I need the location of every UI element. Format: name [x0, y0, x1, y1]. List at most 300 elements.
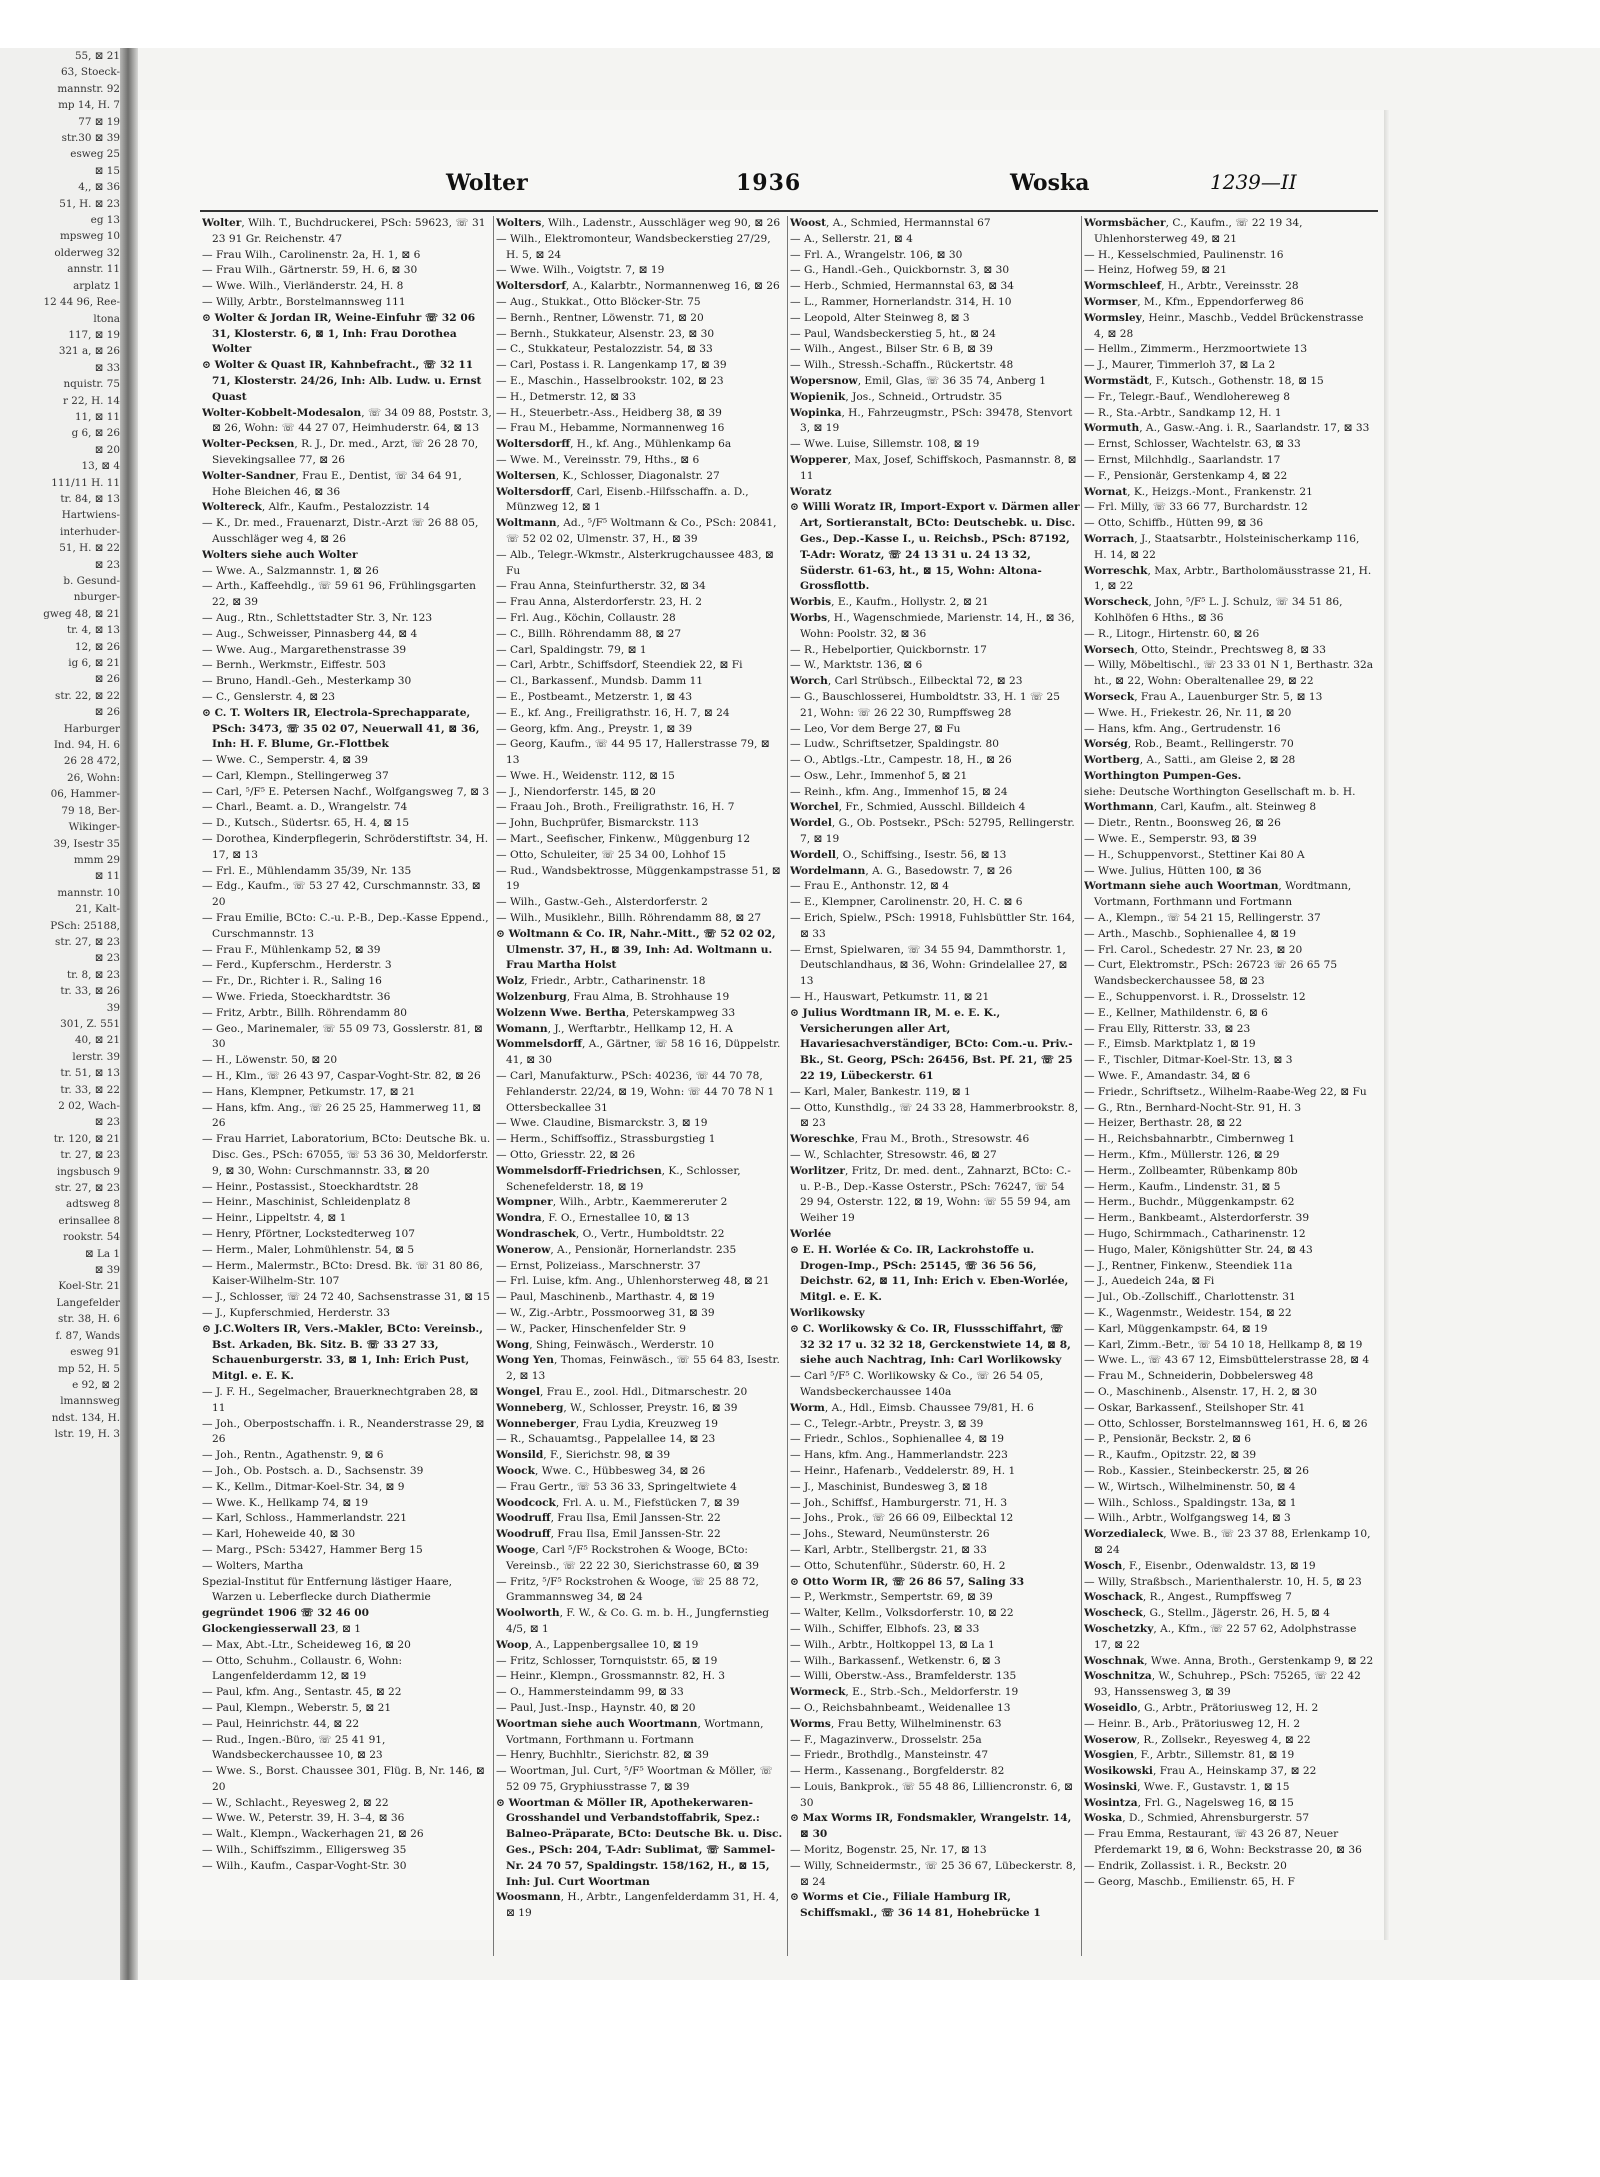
directory-entry: — Joh., Ob. Postsch. a. D., Sachsenstr. 39 [202, 1464, 424, 1477]
directory-entry: — Wilh., Musiklehr., Billh. Röhrendamm 88, ⊠ 27 [496, 912, 762, 925]
directory-entry: — Frau M., Schneiderin, Dobbelersweg 48 [1084, 1370, 1314, 1383]
directory-entry: Wosikowski, Frau A., Heinskamp 37, ⊠ 22 [1084, 1765, 1317, 1778]
left-page-line: 51, H. ⊠ 22 [59, 542, 120, 555]
directory-entry: — Henry, Pförtner, Lockstedterweg 107 [202, 1228, 415, 1240]
directory-entry: Wormstädt, F., Kutsch., Gothenstr. 18, ⊠ 15 [1084, 374, 1324, 387]
directory-entry: — Ferd., Kupferschm., Herderstr. 3 [202, 959, 392, 972]
directory-entry: — Fr., Dr., Richter i. R., Saling 16 [202, 975, 382, 988]
directory-entry: — C., Telegr.-Arbtr., Preystr. 3, ⊠ 39 [790, 1417, 984, 1430]
left-page-line: 117, ⊠ 19 [68, 328, 120, 341]
directory-entry: — Herm., Malermstr., BCto: Dresd. Bk. ☏ 31 80 86, Kaiser-Wilhelm-Str. 107 [202, 1259, 483, 1288]
directory-entry: Woltmann, Ad., ⁵/F⁵ Woltmann & Co., PSch: 20841, ☏ 52 02 02, Ulmenstr. 37, H., ⊠ 39 [496, 517, 777, 545]
directory-entry: — Frl. Milly, ☏ 33 66 77, Burchardstr. 12 [1084, 501, 1308, 514]
directory-entry: — Dietr., Rentn., Boonsweg 26, ⊠ 26 [1084, 817, 1281, 830]
directory-entry: Wosinski, Wwe. F., Gustavstr. 1, ⊠ 15 [1084, 1780, 1290, 1793]
directory-entry: — L., Rammer, Hornerlandstr. 314, H. 10 [790, 295, 1012, 308]
directory-entry: Woodruff, Frau Ilsa, Emil Janssen-Str. 22 [496, 1512, 721, 1525]
directory-entry: Wooge, Carl ⁵/F⁵ Rockstrohen & Wooge, BCto: Vereinsb., ☏ 22 22 30, Sierichstrasse 60, ⊠ 39 [496, 1543, 759, 1572]
directory-entry: — Aug., Schweisser, Pinnasberg 44, ⊠ 4 [202, 627, 418, 640]
page-number: 1239—II [1210, 170, 1297, 194]
directory-entry: Worthington Pumpen-Ges. [1084, 769, 1242, 782]
left-page-line: str. 27, ⊠ 23 [55, 935, 120, 948]
left-page-line: Langefelder [56, 1296, 120, 1309]
directory-entry: Woschetzky, A., Kfm., ☏ 22 57 62, Adolphstrasse 17, ⊠ 22 [1084, 1622, 1357, 1651]
directory-entry: Woltereck, Alfr., Kaufm., Pestalozzistr. 14 [202, 501, 430, 514]
directory-entry: — Fr., Telegr.-Bauf., Wendlohereweg 8 [1084, 390, 1290, 403]
directory-entry: — Otto, Schiffb., Hütten 99, ⊠ 36 [1084, 517, 1264, 530]
left-page-line: PSch: 25188, [50, 919, 120, 932]
directory-entry: Wolters siehe auch Wolter [202, 548, 358, 561]
left-page-line: ig 6, ⊠ 21 [68, 657, 120, 670]
directory-entry: ⊙ Woortman & Möller IR, Apothekerwaren-Grosshandel und Verbandstoffabrik, Spez.: Balneo-Präparate, BCto: Deutsche Bk. u. Disc. Ges., PSch: 204, T-Adr: Sublimat, ☏ Sammel-Nr. 24 70 57, Spaldingstr. 158/162, H., ⊠ 15, Inh: Jul. Curt Woortman [496, 1796, 783, 1888]
left-page-line: ⊠ 26 [94, 706, 120, 719]
directory-entry: — Frau Anna, Alsterdorferstr. 23, H. 2 [496, 596, 703, 609]
directory-entry: — O., Hammersteindamm 99, ⊠ 33 [496, 1686, 684, 1699]
left-page-line: tr. 84, ⊠ 13 [60, 492, 120, 505]
left-page-line: ⊠ 23 [94, 558, 120, 571]
directory-entry: — Friedr., Brothdlg., Mansteinstr. 47 [790, 1749, 989, 1762]
directory-entry: ⊙ Julius Wordtmann IR, M. e. E. K., Versicherungen aller Art, Havariesachverständiger, BCto: Com.-u. Priv.-Bk., St. Georg, PSch: 26456, Bst. Pf. 21, ☏ 25 22 19, Lübeckerstr. 61 [790, 1006, 1073, 1083]
directory-entry: — Carl, Spaldingstr. 79, ⊠ 1 [496, 643, 647, 656]
left-page-line: str. 22, ⊠ 22 [55, 689, 120, 702]
directory-entry: — Wwe. E., Semperstr. 93, ⊠ 39 [1084, 833, 1257, 846]
left-page-line: b. Gesund- [63, 575, 120, 587]
directory-entry: Wong, Shing, Feinwäsch., Werderstr. 10 [496, 1338, 714, 1351]
left-page-line: 13, ⊠ 4 [81, 460, 120, 473]
directory-entry: — Wilh., Elektromonteur, Wandsbeckerstieg 27/29, H. 5, ⊠ 24 [496, 232, 771, 261]
left-page-line: 39 [106, 1001, 120, 1014]
left-page-line: f. 87, Wands [55, 1329, 120, 1342]
left-page-line: 4,, ⊠ 36 [78, 181, 120, 194]
directory-entry: — Wwe. Wilh., Voigtstr. 7, ⊠ 19 [496, 264, 665, 277]
directory-entry: — Heinr., Hafenarb., Veddelerstr. 89, H. 1 [790, 1464, 1016, 1477]
directory-entry: — Karl, Maler, Bankestr. 119, ⊠ 1 [790, 1085, 971, 1098]
directory-entry: ⊙ Willi Woratz IR, Import-Export v. Därmen aller Art, Sortieranstalt, BCto: Deutschebk. u. Disc. Ges., Dep.-Kasse I., u. Reichsb., PSch: 87192, T-Adr: Woratz, ☏ 24 13 31 u. 24 13 32, Süderstr. 61-63, ht., ⊠ 15, Wohn: Altona-Grossflottb. [790, 501, 1080, 593]
directory-entry: — Herm., Maler, Lohmühlenstr. 54, ⊠ 5 [202, 1243, 415, 1256]
directory-entry: — Heinr., Klempn., Grossmannstr. 82, H. 3 [496, 1670, 726, 1683]
directory-entry: Wonneberg, W., Schlosser, Preystr. 16, ⊠ 39 [496, 1401, 738, 1414]
directory-entry: — Wwe. Claudine, Bismarckstr. 3, ⊠ 19 [496, 1117, 708, 1130]
directory-entry: Worlée [790, 1228, 832, 1240]
directory-entry: Wommelsdorff-Friedrichsen, K., Schlosser, Schenefelderstr. 18, ⊠ 19 [496, 1164, 741, 1193]
directory-entry: Wongel, Frau E., zool. Hdl., Ditmarschestr. 20 [496, 1385, 748, 1398]
left-page-line: eg 13 [90, 214, 120, 227]
directory-entry: — H., Steuerbetr.-Ass., Heidberg 38, ⊠ 39 [496, 406, 722, 419]
directory-entry: Spezial-Institut für Entfernung lästiger Haare, Warzen u. Leberflecke durch Diathermie [202, 1575, 453, 1604]
left-page-line: mannstr. 92 [57, 82, 120, 95]
directory-entry: Wosch, F., Eisenbr., Odenwaldstr. 13, ⊠ 19 [1084, 1559, 1316, 1572]
directory-entry: — Heinr. B., Arb., Prätoriusweg 12, H. 2 [1084, 1717, 1301, 1730]
directory-entry: — G., Handl.-Geh., Quickbornstr. 3, ⊠ 30 [790, 264, 1010, 277]
directory-entry: — K., Wagenmstr., Weidestr. 154, ⊠ 22 [1084, 1306, 1292, 1319]
directory-entry: Woltersen, K., Schlosser, Diagonalstr. 27 [496, 469, 720, 482]
directory-entry: — Wilh., Arbtr., Holtkoppel 13, ⊠ La 1 [790, 1638, 995, 1651]
directory-entry: — Bernh., Stukkateur, Alsenstr. 23, ⊠ 30 [496, 327, 715, 340]
directory-entry: Wordell, O., Schiffsing., Isestr. 56, ⊠ 13 [790, 848, 1007, 861]
directory-entry: — R., Litogr., Hirtenstr. 60, ⊠ 26 [1084, 627, 1260, 640]
directory-entry: Worm, A., Hdl., Eimsb. Chaussee 79/81, H. 6 [790, 1401, 1034, 1414]
directory-entry: — Otto, Kunsthdlg., ☏ 24 33 28, Hammerbrookstr. 8, ⊠ 23 [790, 1101, 1079, 1130]
directory-entry: — Frau Gertr., ☏ 53 36 33, Springeltwiete 4 [496, 1480, 737, 1493]
directory-entry: — E., Postbeamt., Metzerstr. 1, ⊠ 43 [496, 690, 693, 703]
directory-entry: — C., Billh. Röhrendamm 88, ⊠ 27 [496, 627, 682, 640]
left-page-line: 39, Isestr 35 [53, 837, 120, 850]
directory-entry: ⊙ C. Worlikowsky & Co. IR, Flussschiffahrt, ☏ 32 32 17 u. 32 32 18, Gerckenstwiete 14, ⊠ 8, siehe auch Nachtrag, Inh: Carl Worlikowsky [790, 1322, 1071, 1367]
directory-entry: Wolzenburg, Frau Alma, B. Strohhause 19 [496, 991, 730, 1004]
directory-entry: Worlitzer, Fritz, Dr. med. dent., Zahnarzt, BCto: C.-u. P.-B., Dep.-Kasse Osterstr., PSch: 76247, ☏ 54 29 94, Osterstr. 122, ⊠ 19, Wohn: ☏ 55 59 94, am Weiher 19 [790, 1164, 1071, 1225]
directory-entry: — Paul, kfm. Ang., Sentastr. 45, ⊠ 22 [202, 1686, 402, 1699]
directory-entry: Worség, Rob., Beamt., Rellingerstr. 70 [1084, 738, 1294, 751]
directory-entry: — Heinr., Postassist., Stoeckhardtstr. 28 [202, 1180, 419, 1193]
directory-entry: ⊙ E. H. Worlée & Co. IR, Lackrohstoffe u. Drogen-Imp., PSch: 25145, ☏ 36 56 56, Deichstr. 62, ⊠ 11, Inh: Erich v. Eben-Worlée, Mitgl. e. E. K. [790, 1243, 1069, 1304]
left-page-line: 26 28 472, [63, 755, 120, 768]
directory-entry: — E., Kellner, Mathildenstr. 6, ⊠ 6 [1084, 1006, 1268, 1019]
directory-entry: — J., Kupferschmied, Herderstr. 33 [202, 1306, 390, 1319]
directory-entry: — J., Rentner, Finkenw., Steendiek 11a [1084, 1259, 1293, 1272]
directory-entry: — Paul, Heinrichstr. 44, ⊠ 22 [202, 1717, 360, 1730]
directory-entry: — C., Stukkateur, Pestalozzistr. 54, ⊠ 33 [496, 343, 713, 356]
directory-entry: — Frau Anna, Steinfurtherstr. 32, ⊠ 34 [496, 580, 706, 593]
left-page-line: tr. 27, ⊠ 23 [60, 1149, 120, 1162]
directory-entry: ⊙ Woltmann & Co. IR, Nahr.-Mitt., ☏ 52 02 02, Ulmenstr. 37, H., ⊠ 39, Inh: Ad. Woltmann u. Frau Martha Holst [496, 927, 776, 972]
directory-entry: — Bruno, Handl.-Geh., Mesterkamp 30 [202, 675, 412, 688]
left-page-line: 79 18, Ber- [61, 804, 120, 817]
left-page-line: rookstr. 54 [63, 1231, 120, 1244]
directory-entry: Wormschleef, H., Arbtr., Vereinsstr. 28 [1084, 280, 1299, 293]
directory-entry: — P., Pensionär, Beckstr. 2, ⊠ 6 [1084, 1433, 1251, 1446]
directory-entry: — Paul, Klempn., Weberstr. 5, ⊠ 21 [202, 1701, 392, 1714]
left-page-line: arplatz 1 [73, 279, 120, 292]
left-page-line: ⊠ 20 [94, 443, 120, 456]
directory-entry: Wolter-Sandner, Frau E., Dentist, ☏ 34 64 91, Hohe Bleichen 46, ⊠ 36 [202, 469, 462, 498]
left-page-line: ⊠ 39 [94, 1264, 120, 1277]
left-page-line: tr. 4, ⊠ 13 [66, 624, 120, 637]
directory-entry: Worlikowsky [790, 1306, 865, 1319]
directory-entry: Worsech, Otto, Steindr., Prechtsweg 8, ⊠ 33 [1084, 643, 1326, 656]
left-page-line: ndst. 134, H. [51, 1411, 120, 1424]
directory-entry: — Wwe. S., Borst. Chaussee 301, Flüg. B, Nr. 146, ⊠ 20 [202, 1765, 485, 1793]
left-page-line: mmm 29 [73, 853, 120, 866]
directory-entry: — Oskar, Barkassenf., Steilshoper Str. 41 [1084, 1401, 1306, 1414]
directory-entry: — Wilh., Schloss., Spaldingstr. 13a, ⊠ 1 [1084, 1496, 1297, 1509]
directory-entry: ⊙ Max Worms IR, Fondsmakler, Wrangelstr. 14, ⊠ 30 [790, 1812, 1072, 1841]
directory-entry: — Frau Wilh., Gärtnerstr. 59, H. 6, ⊠ 30 [202, 264, 418, 277]
directory-entry: ⊙ J.C.Wolters IR, Vers.-Makler, BCto: Vereinsb., Bst. Arkaden, Bk. Sitz. B. ☏ 33 27 33, Schauenburgerstr. 33, ⊠ 1, Inh: Erich Pust, Mitgl. e. E. K. [202, 1322, 483, 1383]
header-rule [200, 210, 1378, 212]
directory-entry: — Walter, Kellm., Volksdorferstr. 10, ⊠ 22 [790, 1607, 1014, 1620]
directory-entry: — Hans, kfm. Ang., Gertrudenstr. 16 [1084, 722, 1281, 735]
directory-entry: — Hugo, Schirmmach., Catharinenstr. 12 [1084, 1228, 1306, 1240]
directory-entry: — Frau Harriet, Laboratorium, BCto: Deutsche Bk. u. Disc. Ges., PSch: 67055, ☏ 53 36 30, Meldorferstr. 9, ⊠ 30, Wohn: Curschmannstr. 33, ⊠ 20 [202, 1133, 491, 1177]
directory-entry: — Frl. Aug., Köchin, Collaustr. 28 [496, 611, 676, 624]
directory-entry: — Herm., Kassenang., Borgfelderstr. 82 [790, 1765, 1005, 1778]
directory-entry: — Ludw., Schriftsetzer, Spaldingstr. 80 [790, 738, 999, 751]
directory-entry: — Johs., Steward, Neumünsterstr. 26 [790, 1528, 990, 1541]
left-page-line: Koel-Str. 21 [58, 1280, 120, 1293]
book-gutter [120, 48, 138, 1980]
directory-entry: Woodcock, Frl. A. u. M., Fiefstücken 7, ⊠ 39 [496, 1496, 740, 1509]
directory-entry: Wolter-Kobbelt-Modesalon, ☏ 34 09 88, Poststr. 3, ⊠ 26, Wohn: ☏ 44 27 07, Heimhuderstr. 64, ⊠ 13 [202, 406, 492, 435]
directory-entry: ⊙ C. T. Wolters IR, Electrola-Sprechapparate, PSch: 3473, ☏ 35 02 07, Neuerwall 41, ⊠ 36, Inh: H. F. Blume, Gr.-Flottbek [202, 706, 480, 751]
left-page-line: Ind. 94, H. 6 [53, 739, 120, 752]
left-page-line: ⊠ La 1 [84, 1247, 120, 1260]
left-page-line: tr. 51, ⊠ 13 [60, 1067, 120, 1080]
directory-entry: — Wwe. Aug., Margarethenstrasse 39 [202, 643, 407, 656]
directory-entry: — John, Buchprüfer, Bismarckstr. 113 [496, 817, 699, 830]
directory-entry: — Heinz, Hofweg 59, ⊠ 21 [1084, 264, 1227, 277]
left-page-line: annstr. 11 [67, 263, 120, 276]
directory-entry: — Paul, Maschinenb., Marthastr. 4, ⊠ 19 [496, 1291, 715, 1304]
directory-entry: — H., Detmerstr. 12, ⊠ 33 [496, 390, 636, 403]
directory-entry: — Wilh., Barkassenf., Wetkenstr. 6, ⊠ 3 [790, 1654, 1001, 1667]
directory-entry: — Frau Elly, Ritterstr. 33, ⊠ 23 [1084, 1022, 1251, 1035]
left-page-line: ⊠ 11 [94, 870, 120, 883]
left-page-line: 40, ⊠ 21 [74, 1034, 120, 1047]
directory-entry: Wornat, K., Heizgs.-Mont., Frankenstr. 21 [1084, 485, 1313, 498]
directory-entry: Worscheck, John, ⁵/F⁵ L. J. Schulz, ☏ 34 51 86, Kohlhöfen 6 Hths., ⊠ 36 [1084, 596, 1343, 624]
directory-entry: — Alb., Telegr.-Wkmstr., Alsterkrugchaussee 483, ⊠ Fu [496, 548, 774, 577]
directory-entry: — R., Hebelportier, Quickbornstr. 17 [790, 643, 987, 656]
directory-entry: — Moritz, Bogenstr. 25, Nr. 17, ⊠ 13 [790, 1844, 987, 1857]
directory-entry: Wosgien, F., Arbtr., Sillemstr. 81, ⊠ 19 [1084, 1749, 1295, 1762]
directory-entry: — Wilh., Arbtr., Wolfgangsweg 14, ⊠ 3 [1084, 1512, 1291, 1525]
directory-entry: Glockengiesserwall 23, ⊠ 1 [202, 1622, 361, 1635]
directory-entry: — Karl, Arbtr., Stellbergstr. 21, ⊠ 33 [790, 1543, 987, 1556]
directory-entry: ⊙ Otto Worm IR, ☏ 26 86 57, Saling 33 [790, 1575, 1025, 1588]
directory-entry: — H., Hauswart, Petkumstr. 11, ⊠ 21 [790, 991, 990, 1004]
directory-entry: — Fritz, ⁵/F⁵ Rockstrohen & Wooge, ☏ 25 88 72, Grammannsweg 34, ⊠ 24 [496, 1575, 759, 1604]
left-page-line: mp 14, H. 7 [58, 99, 120, 112]
directory-entry: — Georg, Kaufm., ☏ 44 95 17, Hallerstrasse 79, ⊠ 13 [496, 738, 770, 767]
left-page-line: e 92, ⊠ 2 [72, 1378, 120, 1391]
directory-entry: Worrach, J., Staatsarbtr., Holsteinischerkamp 116, H. 14, ⊠ 22 [1084, 532, 1360, 561]
left-page-line: ltona [93, 312, 120, 325]
directory-entry: — Arth., Maschb., Sophienallee 4, ⊠ 19 [1084, 927, 1297, 940]
left-page-line: lstr. 19, H. 3 [54, 1428, 120, 1441]
directory-entry: — Edg., Kaufm., ☏ 53 27 42, Curschmannstr. 33, ⊠ 20 [202, 880, 481, 909]
directory-entry: — Herm., Schiffsoffiz., Strassburgstieg 1 [496, 1133, 716, 1146]
directory-entry: Wosintza, Frl. G., Nagelsweg 16, ⊠ 15 [1084, 1796, 1294, 1809]
directory-entry: — Wwe. A., Salzmannstr. 1, ⊠ 26 [202, 564, 379, 577]
directory-entry: — Karl, Hoheweide 40, ⊠ 30 [202, 1528, 356, 1541]
directory-entry: — Wilh., Schiffer, Elbhofs. 23, ⊠ 33 [790, 1622, 980, 1635]
left-page-line: tr. 33, ⊠ 22 [60, 1083, 120, 1096]
directory-entry: — Karl, Müggenkampstr. 64, ⊠ 19 [1084, 1322, 1268, 1335]
directory-entry: — Carl, Arbtr., Schiffsdorf, Steendiek 22, ⊠ Fi [496, 659, 743, 672]
directory-entry: — Jul., Ob.-Zollschiff., Charlottenstr. 31 [1084, 1291, 1296, 1304]
directory-entry: — Ernst, Schlosser, Wachtelstr. 63, ⊠ 33 [1084, 438, 1301, 451]
directory-entry: Wormuth, A., Gasw.-Ang. i. R., Saarlandstr. 17, ⊠ 33 [1084, 422, 1370, 435]
left-page-line: ⊠ 23 [94, 952, 120, 965]
directory-entry: Wopienik, Jos., Schneid., Ortrudstr. 35 [790, 390, 1003, 403]
directory-entry: Wondra, F. O., Ernestallee 10, ⊠ 13 [496, 1212, 690, 1225]
left-page-line: g 6, ⊠ 26 [71, 427, 120, 440]
directory-entry: Wordelmann, A. G., Basedowstr. 7, ⊠ 26 [790, 864, 1013, 877]
directory-entry: Worchel, Fr., Schmied, Ausschl. Billdeich 4 [790, 801, 1026, 814]
left-page-line: str.30 ⊠ 39 [61, 132, 120, 145]
left-page-line: 63, Stoeck- [61, 66, 120, 79]
directory-entry: — Louis, Bankprok., ☏ 55 48 86, Lilliencronstr. 6, ⊠ 30 [790, 1780, 1073, 1809]
directory-entry: — Ernst, Milchhdlg., Saarlandstr. 17 [1084, 453, 1281, 466]
directory-entry: — J., Schlosser, ☏ 24 72 40, Sachsenstrasse 31, ⊠ 15 [202, 1291, 490, 1304]
directory-entry: Woolworth, F. W., & Co. G. m. b. H., Jungfernstieg 4/5, ⊠ 1 [496, 1607, 770, 1635]
directory-entry: — R., Schauamtsg., Pappelallee 14, ⊠ 23 [496, 1433, 716, 1446]
directory-entry: Woop, A., Lappenbergsallee 10, ⊠ 19 [496, 1638, 699, 1651]
directory-entry: Wong Yen, Thomas, Feinwäsch., ☏ 55 64 83, Isestr. 2, ⊠ 13 [496, 1354, 780, 1383]
left-page-line: str. 27, ⊠ 23 [55, 1182, 120, 1195]
directory-entry: Wortberg, A., Satti., am Gleise 2, ⊠ 28 [1084, 754, 1296, 767]
left-page-line: str. 38, H. 6 [57, 1313, 120, 1326]
directory-entry: Woost, A., Schmied, Hermannstal 67 [790, 217, 991, 229]
directory-entry: Woortman siehe auch Woortmann, Wortmann, Vortmann, Forthmann u. Fortmann [496, 1717, 764, 1746]
directory-entry: — K., Dr. med., Frauenarzt, Distr.-Arzt ☏ 26 88 05, Ausschläger weg 4, ⊠ 26 [202, 517, 479, 545]
header-first-entry: Wolter [446, 170, 528, 196]
directory-entry: — Willy, Straßbsch., Marienthalerstr. 10, H. 5, ⊠ 23 [1084, 1575, 1362, 1588]
directory-entry: Woratz [790, 485, 832, 498]
directory-entry: — Paul, Wandsbeckerstieg 5, ht., ⊠ 24 [790, 327, 996, 340]
directory-entry: — Curt, Elektromstr., PSch: 26723 ☏ 26 65 75 Wandsbeckerchaussee 58, ⊠ 23 [1084, 959, 1338, 988]
directory-entry: — J., Maurer, Timmerloh 37, ⊠ La 2 [1084, 359, 1276, 372]
left-page-line: esweg 25 [70, 148, 120, 161]
directory-entry: — Bernh., Rentner, Löwenstr. 71, ⊠ 20 [496, 311, 704, 324]
left-page-line: 06, Hammer- [50, 788, 120, 801]
directory-entry: — Bernh., Werkmstr., Eiffestr. 503 [202, 659, 386, 672]
directory-entry: — Frau M., Hebamme, Normannenweg 16 [496, 422, 725, 435]
left-page-line: lmannsweg [60, 1395, 120, 1408]
left-page-line: 26, Wohn: [67, 771, 120, 784]
directory-entry: — Arth., Kaffeehdlg., ☏ 59 61 96, Frühlingsgarten 22, ⊠ 39 [202, 580, 476, 609]
directory-entry: Woscheck, G., Stellm., Jägerstr. 26, H. 5, ⊠ 4 [1084, 1607, 1331, 1620]
directory-entry: — Wwe. K., Hellkamp 74, ⊠ 19 [202, 1496, 369, 1509]
directory-entry: Wolzenn Wwe. Bertha, Peterskampweg 33 [496, 1006, 736, 1019]
directory-entry: — Frau Emma, Restaurant, ☏ 43 26 87, Neuer Pferdemarkt 19, ⊠ 6, Wohn: Beckstrasse 20, ⊠ 36 [1084, 1828, 1362, 1857]
directory-entry: Wolter, Wilh. T., Buchdruckerei, PSch: 59623, ☏ 31 23 91 Gr. Reichenstr. 47 [202, 217, 486, 245]
directory-entry: Wormsley, Heinr., Maschb., Veddel Brückenstrasse 4, ⊠ 28 [1084, 311, 1364, 340]
header-last-entry: Woska [1010, 170, 1090, 196]
directory-entry: Woska, D., Schmied, Ahrensburgerstr. 57 [1084, 1812, 1310, 1825]
directory-entry: — Frau F., Mühlenkamp 52, ⊠ 39 [202, 943, 381, 956]
directory-entry: — Frl. Carol., Schedestr. 27 Nr. 23, ⊠ 20 [1084, 943, 1303, 956]
directory-entry: — Willy, Schneidermstr., ☏ 25 36 67, Lübeckerstr. 8, ⊠ 24 [790, 1859, 1077, 1888]
directory-entry: — Wwe. Frieda, Stoeckhardtstr. 36 [202, 991, 391, 1004]
left-page-line: 301, Z. 551 [60, 1017, 120, 1030]
directory-entry: — Rob., Kassier., Steinbeckerstr. 25, ⊠ 26 [1084, 1464, 1309, 1477]
left-page-fragment [0, 48, 129, 1980]
directory-entry: — O., Reichsbahnbeamt., Weidenallee 13 [790, 1701, 1011, 1714]
directory-entry: Womann, J., Werftarbtr., Hellkamp 12, H. A [496, 1022, 733, 1035]
directory-entry: — Carl, Manufakturw., PSch: 40236, ☏ 44 70 78, Fehlanderstr. 22/24, ⊠ 19, Wohn: ☏ 44 70 78 N 1 Ottersbeckallee 31 [496, 1070, 775, 1114]
directory-entry: — Wwe. H., Weidenstr. 112, ⊠ 15 [496, 769, 675, 782]
left-page-line: adtsweg 8 [66, 1198, 120, 1211]
directory-entry: — Heinr., Lippeltstr. 4, ⊠ 1 [202, 1212, 347, 1225]
column-3 [790, 216, 1084, 1956]
left-page-line: 11, ⊠ 11 [74, 410, 120, 423]
left-page-line: erinsallee 8 [58, 1214, 120, 1227]
directory-entry: — Hugo, Maler, Königshütter Str. 24, ⊠ 43 [1084, 1243, 1313, 1256]
directory-entry: Wopersnow, Emil, Glas, ☏ 36 35 74, Anberg 1 [790, 374, 1047, 387]
directory-entry: — Geo., Marinemaler, ☏ 55 09 73, Gosslerstr. 81, ⊠ 30 [202, 1022, 483, 1051]
directory-entry: — H., Löwenstr. 50, ⊠ 20 [202, 1054, 338, 1067]
directory-entry: — Wwe. C., Semperstr. 4, ⊠ 39 [202, 754, 368, 767]
directory-entry: — R., Kaufm., Opitzstr. 22, ⊠ 39 [1084, 1449, 1257, 1462]
left-page-line: 111/11 H. 11 [51, 476, 120, 489]
directory-entry: — Carl ⁵/F⁵ C. Worlikowsky & Co., ☏ 26 54 05, Wandsbeckerchaussee 140a [790, 1370, 1044, 1398]
left-page-line: 77 ⊠ 19 [78, 115, 120, 128]
column-divider [787, 216, 788, 1956]
directory-entry: — Wwe. W., Peterstr. 39, H. 3–4, ⊠ 36 [202, 1812, 405, 1825]
directory-entry: — Wilh., Angest., Bilser Str. 6 B, ⊠ 39 [790, 343, 993, 356]
directory-entry: Woreschke, Frau M., Broth., Stresowstr. 46 [790, 1133, 1030, 1146]
directory-entry: — D., Kutsch., Südertsr. 65, H. 4, ⊠ 15 [202, 817, 410, 830]
left-page-line: Harburger [63, 722, 120, 735]
directory-entry: Wompner, Wilh., Arbtr., Kaemmereruter 2 [496, 1196, 728, 1209]
left-page-line: 51, H. ⊠ 23 [59, 197, 120, 210]
directory-entry: — Joh., Oberpostschaffn. i. R., Neanderstrasse 29, ⊠ 26 [202, 1417, 485, 1446]
directory-entry: Worzedialeck, Wwe. B., ☏ 23 37 88, Erlenkamp 10, ⊠ 24 [1084, 1528, 1371, 1556]
left-page-line: nburger- [73, 591, 120, 604]
header-year: 1936 [736, 170, 802, 196]
directory-entry: Worch, Carl Strübsch., Eilbecktal 72, ⊠ 23 [790, 675, 1023, 688]
directory-entry: Worbs, H., Wagenschmiede, Marienstr. 14, H., ⊠ 36, Wohn: Poolstr. 32, ⊠ 36 [790, 611, 1075, 640]
directory-entry: Woltersdorf, A., Kalarbtr., Normannenweg 16, ⊠ 26 [496, 280, 780, 293]
directory-entry: — H., Kesselschmied, Paulinenstr. 16 [1084, 248, 1284, 261]
directory-entry: — Johs., Prok., ☏ 26 66 09, Eilbecktal 12 [790, 1512, 1014, 1525]
directory-entry: Worthmann, Carl, Kaufm., alt. Steinweg 8 [1084, 801, 1317, 814]
left-page-line: ⊠ 15 [94, 164, 120, 177]
directory-entry: — Frau Emilie, BCto: C.-u. P.-B., Dep.-Kasse Eppend., Curschmannstr. 13 [202, 912, 489, 940]
directory-entry: — Fraau Joh., Broth., Freiligrathstr. 16, H. 7 [496, 801, 735, 814]
directory-entry: — Otto, Schutenführ., Süderstr. 60, H. 2 [790, 1559, 1006, 1572]
directory-entry: — F., Pensionär, Gerstenkamp 4, ⊠ 22 [1084, 469, 1288, 482]
directory-entry: Woltersdorff, Carl, Eisenb.-Hilfsschaffn. a. D., Münzweg 12, ⊠ 1 [496, 485, 749, 514]
left-page-line: gweg 48, ⊠ 21 [43, 607, 120, 620]
directory-entry: — J., Maschinist, Bundesweg 3, ⊠ 18 [790, 1480, 988, 1493]
left-page-line: ⊠ 26 [94, 673, 120, 686]
directory-entry: — E., Klempner, Carolinenstr. 20, H. C. ⊠ 6 [790, 896, 1023, 909]
directory-entry: — A., Klempn., ☏ 54 21 15, Rellingerstr. 37 [1084, 912, 1321, 925]
directory-entry: — Wilh., Gastw.-Geh., Alsterdorferstr. 2 [496, 896, 708, 909]
column-4 [1084, 216, 1378, 1956]
column-divider [493, 216, 494, 1956]
directory-entry: — C., Genslerstr. 4, ⊠ 23 [202, 690, 336, 703]
directory-entry: — W., Wirtsch., Wilhelminenstr. 50, ⊠ 4 [1084, 1480, 1296, 1493]
directory-entry: — Fritz, Arbtr., Billh. Röhrendamm 80 [202, 1006, 407, 1019]
directory-entry: — Wilh., Stressh.-Schaffn., Rückertstr. 48 [790, 359, 1014, 372]
left-page-line: r 22, H. 14 [63, 394, 120, 407]
directory-entry: — Georg, kfm. Ang., Preystr. 1, ⊠ 39 [496, 722, 693, 735]
directory-entry: — Hans, kfm. Ang., ☏ 26 25 25, Hammerweg 11, ⊠ 26 [202, 1101, 482, 1130]
directory-entry: — A., Sellerstr. 21, ⊠ 4 [790, 232, 913, 245]
directory-entry: Wortmann siehe auch Woortman, Wordtmann, Vortmann, Forthmann und Fortmann [1084, 880, 1352, 909]
directory-entry: — K., Kellm., Ditmar-Koel-Str. 34, ⊠ 9 [202, 1480, 405, 1493]
directory-entry: — Karl, Zimm.-Betr., ☏ 54 10 18, Hellkamp 8, ⊠ 19 [1084, 1338, 1363, 1351]
directory-entry: — Mart., Seefischer, Finkenw., Müggenburg 12 [496, 833, 751, 846]
left-page-line: mannstr. 10 [57, 886, 120, 899]
left-page-line: nquistr. 75 [63, 378, 120, 391]
directory-entry: — W., Zig.-Arbtr., Possmoorweg 31, ⊠ 39 [496, 1306, 715, 1319]
directory-entry: — Wwe. Julius, Hütten 100, ⊠ 36 [1084, 864, 1262, 877]
directory-entry: — Carl, ⁵/F⁵ E. Petersen Nachf., Wolfgangsweg 7, ⊠ 3 [202, 785, 490, 798]
directory-entry: Woschnak, Wwe. Anna, Broth., Gerstenkamp 9, ⊠ 22 [1084, 1654, 1374, 1667]
directory-entry: — Willy, Möbeltischl., ☏ 23 33 01 N 1, Berthastr. 32a ht., ⊠ 22, Wohn: Oberaltenallee 29, ⊠ 22 [1084, 659, 1374, 688]
directory-entry: — H., Klm., ☏ 26 43 97, Caspar-Voght-Str. 82, ⊠ 26 [202, 1070, 481, 1083]
directory-entry: — Heizer, Berthastr. 28, ⊠ 22 [1084, 1117, 1243, 1130]
directory-entry: — Georg, Maschb., Emilienstr. 65, H. F [1084, 1875, 1295, 1888]
directory-entry: — Reinh., kfm. Ang., Immenhof 15, ⊠ 24 [790, 785, 1008, 798]
directory-entry: — Wilh., Schiffszimm., Elligersweg 35 [202, 1844, 407, 1857]
directory-entry: — Henry, Buchhltr., Sierichstr. 82, ⊠ 39 [496, 1749, 709, 1762]
directory-entry: — Herm., Bankbeamt., Alsterdorferstr. 39 [1084, 1212, 1310, 1225]
